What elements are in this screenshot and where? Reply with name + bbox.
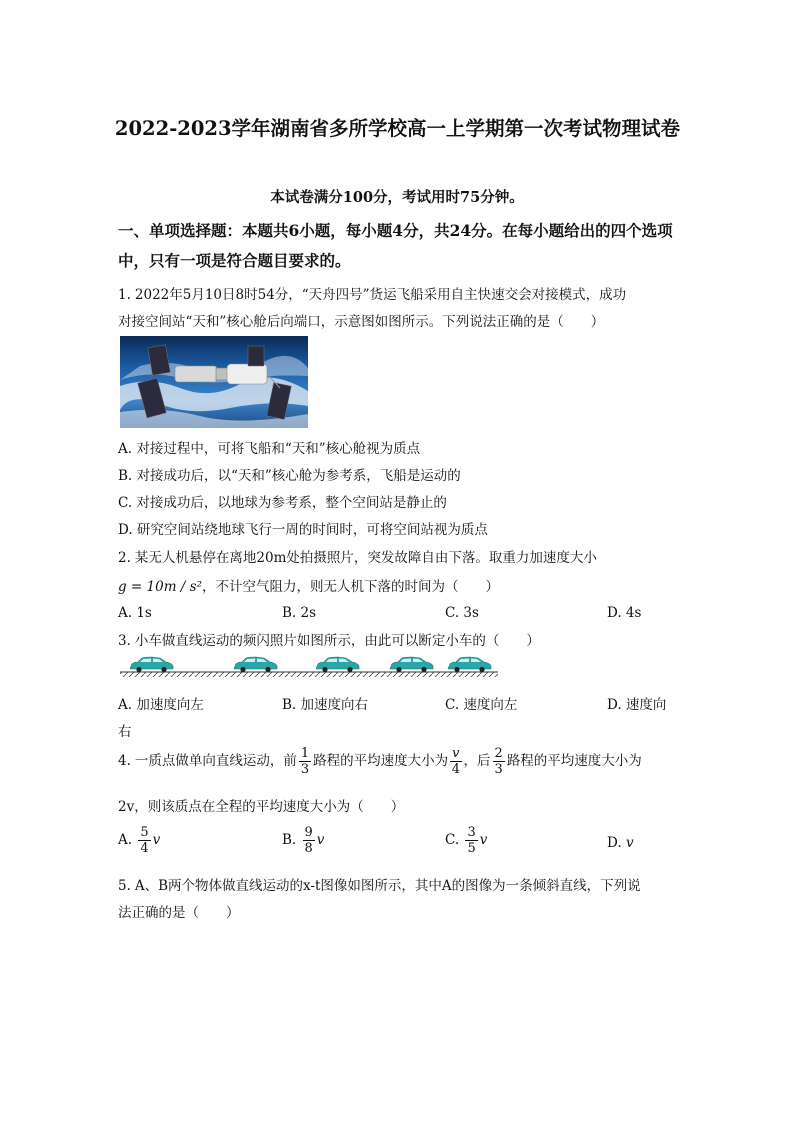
car-1 xyxy=(130,657,173,672)
question-4-line-2: 2v，则该质点在全程的平均速度大小为（ ） xyxy=(118,799,405,815)
question-1-number: 1. xyxy=(118,287,131,303)
question-4-line-1 xyxy=(118,746,642,777)
question-3-text: 小车做直线运动的频闪照片如图所示，由此可以断定小车的（ ） xyxy=(134,633,540,649)
section-heading: 一、单项选择题：本题共6小题，每小题4分，共24分。在每小题给出的四个选项中，只有一项是符合题目要求的。 xyxy=(118,221,673,270)
question-1-text: 2022年5月10日8时54分，“天舟四号”货运飞船采用自主快速交会对接模式，成功 xyxy=(134,287,627,303)
question-2-line-1 xyxy=(118,546,597,566)
question-2-text-2: ，不计空气阻力，则无人机下落的时间为（ ） xyxy=(202,579,499,595)
question-3-option-d-wrap: 右 xyxy=(118,724,132,740)
car-2 xyxy=(234,657,277,672)
question-3-number: 3. xyxy=(118,633,131,649)
question-5-number: 5. xyxy=(118,878,131,894)
space-station-photo xyxy=(120,336,308,428)
question-2-option-c: C. 3s xyxy=(445,605,479,621)
question-2-text: 某无人机悬停在离地20m处拍摄照片，突发故障自由下落。取重力加速度大小 xyxy=(134,550,597,566)
question-3-option-c: C. 速度向左 xyxy=(445,697,518,713)
car-4 xyxy=(390,657,433,672)
question-1-line-1 xyxy=(118,283,626,303)
question-4-text-b: 路程的平均速度大小为 xyxy=(313,753,449,769)
question-5-line-2: 法正确的是（ ） xyxy=(118,905,240,921)
question-4-option-d: D. v xyxy=(607,835,634,851)
question-2-number: 2. xyxy=(118,550,131,566)
question-2-option-a: A. 1s xyxy=(118,605,152,621)
question-4-option-c: C. $\frac{3}{5}$ v xyxy=(445,825,488,856)
fraction-v-over-4: $\frac{v}{4}$ xyxy=(451,746,460,777)
question-1-option-b: B. 对接成功后，以“天和”核心舱为参考系，飞船是运动的 xyxy=(118,468,461,484)
question-4-number: 4. xyxy=(118,753,131,769)
car-5 xyxy=(448,657,491,672)
fraction-one-third: $\frac{1}{3}$ xyxy=(300,746,310,777)
question-2-option-d: D. 4s xyxy=(607,605,642,621)
gravity-formula: g = 10m / s² xyxy=(118,579,202,595)
question-1-option-a: A. 对接过程中，可将飞船和“天和”核心舱视为质点 xyxy=(118,441,421,457)
question-1-option-c: C. 对接成功后，以地球为参考系，整个空间站是静止的 xyxy=(118,495,447,511)
question-3-option-a: A. 加速度向左 xyxy=(118,697,204,713)
question-2-line-2 xyxy=(118,575,499,595)
strobe-car-diagram xyxy=(120,656,498,678)
question-4-option-b: B. $\frac{9}{8}$ v xyxy=(282,825,325,856)
question-1-line-2: 对接空间站“天和”核心舱后向端口，示意图如图所示。下列说法正确的是（ ） xyxy=(118,314,605,330)
question-3-option-b: B. 加速度向右 xyxy=(282,697,369,713)
question-5-line-1 xyxy=(118,874,641,894)
question-1-option-d: D. 研究空间站绕地球飞行一周的时间时，可将空间站视为质点 xyxy=(118,522,488,538)
question-2-option-b: B. 2s xyxy=(282,605,317,621)
question-5-text: A、B两个物体做直线运动的x-t图像如图所示，其中A的图像为一条倾斜直线，下列说 xyxy=(134,878,641,894)
question-3-line-1 xyxy=(118,629,540,649)
question-3-option-d: D. 速度向 xyxy=(607,697,667,713)
question-4-text-a: 一质点做单向直线运动，前 xyxy=(134,753,297,769)
question-4-text-c: ，后 xyxy=(463,753,491,769)
page-title: 2022-2023学年湖南省多所学校高一上学期第一次考试物理试卷 xyxy=(114,117,681,140)
question-4-text-d: 路程的平均速度大小为 xyxy=(506,753,642,769)
car-3 xyxy=(316,657,359,672)
exam-note: 本试卷满分100分，考试用时75分钟。 xyxy=(270,189,524,206)
fraction-two-thirds: $\frac{2}{3}$ xyxy=(494,746,503,777)
question-4-option-a: A. $\frac{5}{4}$ v xyxy=(118,825,161,856)
